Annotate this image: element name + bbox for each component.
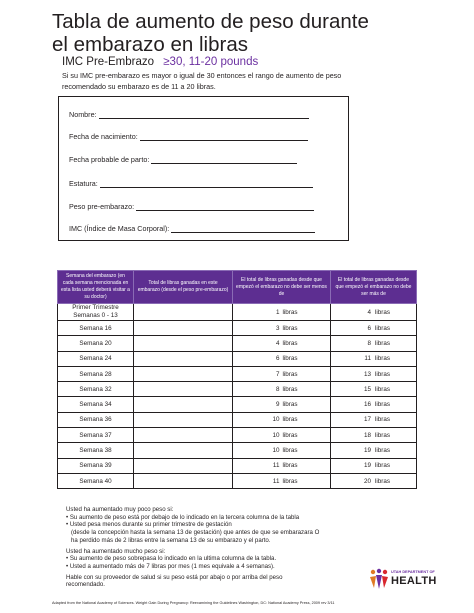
week-cell	[58, 304, 134, 321]
page-title	[52, 10, 369, 56]
gained-entry-cell[interactable]	[134, 458, 233, 473]
gained-entry-cell[interactable]	[134, 473, 233, 488]
unit-label: libras	[282, 401, 298, 409]
gained-entry-cell[interactable]	[134, 428, 233, 443]
table-row	[58, 366, 417, 381]
unit-label: libras	[374, 431, 391, 439]
min-value: 9	[275, 401, 280, 409]
max-cell	[331, 321, 417, 336]
field-label: Estatura:	[69, 179, 98, 188]
gained-entry-cell[interactable]	[134, 304, 233, 321]
min-value: 11	[272, 477, 280, 485]
max-value: 19	[363, 447, 371, 455]
max-value: 15	[363, 385, 371, 393]
citation-footer: Adapted from the National Academy of Sciences. Weight Gain During Pregnancy: Reexamining the Guidelines Washington, DC: National Academy Press, 2009 rev 3/11	[52, 601, 335, 605]
max-value: 19	[363, 462, 371, 470]
max-cell	[331, 304, 417, 321]
gained-entry-cell[interactable]	[134, 366, 233, 381]
week-cell: Semana 36	[58, 412, 134, 427]
max-value: 6	[367, 324, 371, 332]
min-value: 1	[275, 308, 280, 316]
unit-label: libras	[282, 477, 298, 485]
table-row	[58, 336, 417, 351]
intro-line-2: recomendado su embarazo es de 11 a 20 libras.	[62, 81, 216, 91]
min-value: 8	[275, 385, 280, 393]
min-value: 7	[275, 370, 280, 378]
min-cell	[233, 458, 331, 473]
min-value: 11	[272, 462, 280, 470]
header-max-gain: El total de libras ganadas desde que empezó el embarazo no debe ser más de	[331, 271, 417, 304]
guidance-notes	[66, 506, 356, 589]
table-row	[58, 351, 417, 366]
high-gain-item: • Usted a aumentado más de 7 libras por mes (1 mes equivale a 4 semanas).	[66, 562, 275, 570]
closing-note: recomendado.	[66, 581, 105, 589]
table-row	[58, 428, 417, 443]
field-label: IMC (Índice de Masa Corporal):	[69, 224, 170, 233]
max-cell	[331, 458, 417, 473]
field-label: Fecha probable de parto:	[69, 155, 150, 164]
max-value: 16	[363, 401, 371, 409]
unit-label: libras	[282, 370, 298, 378]
min-cell	[233, 366, 331, 381]
max-cell	[331, 397, 417, 412]
field-label: Fecha de nacimiento:	[69, 132, 138, 141]
min-value: 10	[272, 431, 280, 439]
max-value: 17	[363, 416, 371, 424]
patient-info-box	[58, 96, 349, 241]
max-value: 4	[367, 308, 371, 316]
figures-icon	[368, 568, 390, 590]
min-value: 10	[272, 447, 280, 455]
form-row-name	[69, 110, 309, 119]
gained-entry-cell[interactable]	[134, 397, 233, 412]
table-row	[58, 473, 417, 488]
gained-entry-cell[interactable]	[134, 412, 233, 427]
unit-label: libras	[374, 447, 391, 455]
week-cell: Semana 24	[58, 351, 134, 366]
form-row-bmi	[69, 224, 315, 233]
table-header-row	[58, 271, 417, 304]
table-row	[58, 321, 417, 336]
unit-label: libras	[282, 308, 298, 316]
title-line-2: el embarazo en libras	[52, 33, 248, 56]
min-cell	[233, 412, 331, 427]
unit-label: libras	[282, 355, 298, 363]
unit-label: libras	[282, 462, 298, 470]
header-min-gain: El total de libras ganadas desde que empezó el embarazo no debe ser menos de	[233, 271, 331, 304]
max-cell	[331, 473, 417, 488]
unit-label: libras	[282, 324, 298, 332]
unit-label: libras	[374, 416, 391, 424]
max-cell	[331, 366, 417, 381]
form-row-birthdate	[69, 132, 308, 141]
table-row	[58, 382, 417, 397]
field-label: Peso pre-embarazo:	[69, 202, 135, 211]
week-cell: Semana 28	[58, 366, 134, 381]
max-cell	[331, 412, 417, 427]
weight-gain-table	[57, 270, 417, 489]
table-row	[58, 443, 417, 458]
unit-label: libras	[282, 416, 298, 424]
min-cell	[233, 304, 331, 321]
pre-pregnancy-weight-field[interactable]	[136, 203, 314, 211]
min-value: 10	[272, 416, 280, 424]
week-cell: Semana 32	[58, 382, 134, 397]
max-cell	[331, 382, 417, 397]
header-total-gained: Total de libras ganadas en este embarazo (desde el peso pre-embarazo)	[134, 271, 233, 304]
unit-label: libras	[374, 462, 391, 470]
unit-label: libras	[282, 385, 298, 393]
week-cell: Semana 39	[58, 458, 134, 473]
form-row-due-date	[69, 155, 297, 164]
max-value: 13	[363, 370, 371, 378]
max-cell	[331, 428, 417, 443]
unit-label: libras	[374, 477, 391, 485]
max-cell	[331, 443, 417, 458]
min-value: 4	[275, 339, 280, 347]
table-row	[58, 304, 417, 321]
intro-text	[62, 71, 382, 92]
min-cell	[233, 321, 331, 336]
unit-label: libras	[282, 339, 298, 347]
form-row-weight	[69, 202, 314, 211]
unit-label: libras	[374, 401, 391, 409]
low-gain-item-continued: (desde la concepción hasta la semana 13 de gestación) que antes de que se embarazara O	[71, 529, 320, 537]
closing-note: Hable con su proveedor de salud si su peso está por abajo o por arriba del peso	[66, 573, 283, 581]
birthdate-field[interactable]	[140, 133, 308, 141]
gained-entry-cell[interactable]	[134, 443, 233, 458]
table-row	[58, 412, 417, 427]
name-field[interactable]	[99, 111, 309, 119]
unit-label: libras	[282, 447, 298, 455]
max-cell	[331, 336, 417, 351]
unit-label: libras	[374, 370, 391, 378]
min-cell	[233, 428, 331, 443]
gained-entry-cell[interactable]	[134, 336, 233, 351]
week-cell: Semana 20	[58, 336, 134, 351]
week-line-1: Primer Trimestre	[72, 304, 119, 311]
subtitle-prefix: IMC Pre-Embrazo	[62, 56, 155, 68]
bmi-subtitle	[62, 56, 258, 68]
unit-label: libras	[374, 385, 391, 393]
min-cell	[233, 443, 331, 458]
min-value: 3	[275, 324, 280, 332]
week-cell: Semana 38	[58, 443, 134, 458]
height-field[interactable]	[100, 180, 313, 188]
unit-label: libras	[374, 339, 391, 347]
header-week: Semana del embarazo (en cada semana mencionada en esta lista usted deberá visitar a su doctor)	[58, 271, 134, 304]
min-cell	[233, 336, 331, 351]
logo-department-text: UTAH DEPARTMENT OF	[391, 570, 435, 574]
gained-entry-cell[interactable]	[134, 351, 233, 366]
unit-label: libras	[282, 431, 298, 439]
bmi-field[interactable]	[171, 225, 315, 233]
min-cell	[233, 351, 331, 366]
week-cell: Semana 34	[58, 397, 134, 412]
max-value: 20	[363, 477, 371, 485]
table-row	[58, 397, 417, 412]
low-gain-item: • Usted pesa menos durante su primer trimestre de gestación	[66, 521, 232, 529]
unit-label: libras	[374, 355, 391, 363]
max-cell	[331, 351, 417, 366]
min-cell	[233, 397, 331, 412]
week-cell: Semana 40	[58, 473, 134, 488]
max-value: 18	[363, 431, 371, 439]
table-body	[58, 304, 417, 489]
min-value: 6	[275, 355, 280, 363]
gained-entry-cell[interactable]	[134, 321, 233, 336]
title-line-1: Tabla de aumento de peso durante	[52, 10, 369, 33]
week-line-2: Semanas 0 - 13	[73, 312, 118, 319]
utah-health-logo	[368, 566, 438, 594]
gained-entry-cell[interactable]	[134, 382, 233, 397]
low-gain-item-continued: ha perdido más de 2 libras entre la semana 13 de su embarazo y el parto.	[71, 536, 271, 544]
unit-label: libras	[374, 324, 391, 332]
unit-label: libras	[374, 308, 391, 316]
intro-line-1: Si su IMC pre-embarazo es mayor o igual de 30 entonces el rango de aumento de peso	[62, 71, 342, 80]
field-label: Nombre:	[69, 110, 97, 119]
logo-health-text: HEALTH	[391, 575, 437, 587]
high-gain-title: Usted ha aumentado mucho peso si:	[66, 547, 166, 555]
low-gain-item: • Su aumento de peso está por debajo de lo indicado en la tercera columna de la tabla	[66, 513, 300, 521]
form-row-height	[69, 179, 313, 188]
high-gain-item: • Su aumento de peso sobrepasa lo indicado en la ultima columna de la tabla.	[66, 555, 277, 563]
due-date-field[interactable]	[151, 156, 297, 164]
low-gain-title: Usted ha aumentado muy poco peso si:	[66, 506, 174, 513]
week-cell: Semana 37	[58, 428, 134, 443]
table-row	[58, 458, 417, 473]
subtitle-highlight: ≥30, 11-20 pounds	[163, 56, 259, 68]
max-value: 11	[364, 355, 371, 363]
min-cell	[233, 473, 331, 488]
min-cell	[233, 382, 331, 397]
max-value: 8	[367, 339, 371, 347]
week-cell: Semana 16	[58, 321, 134, 336]
